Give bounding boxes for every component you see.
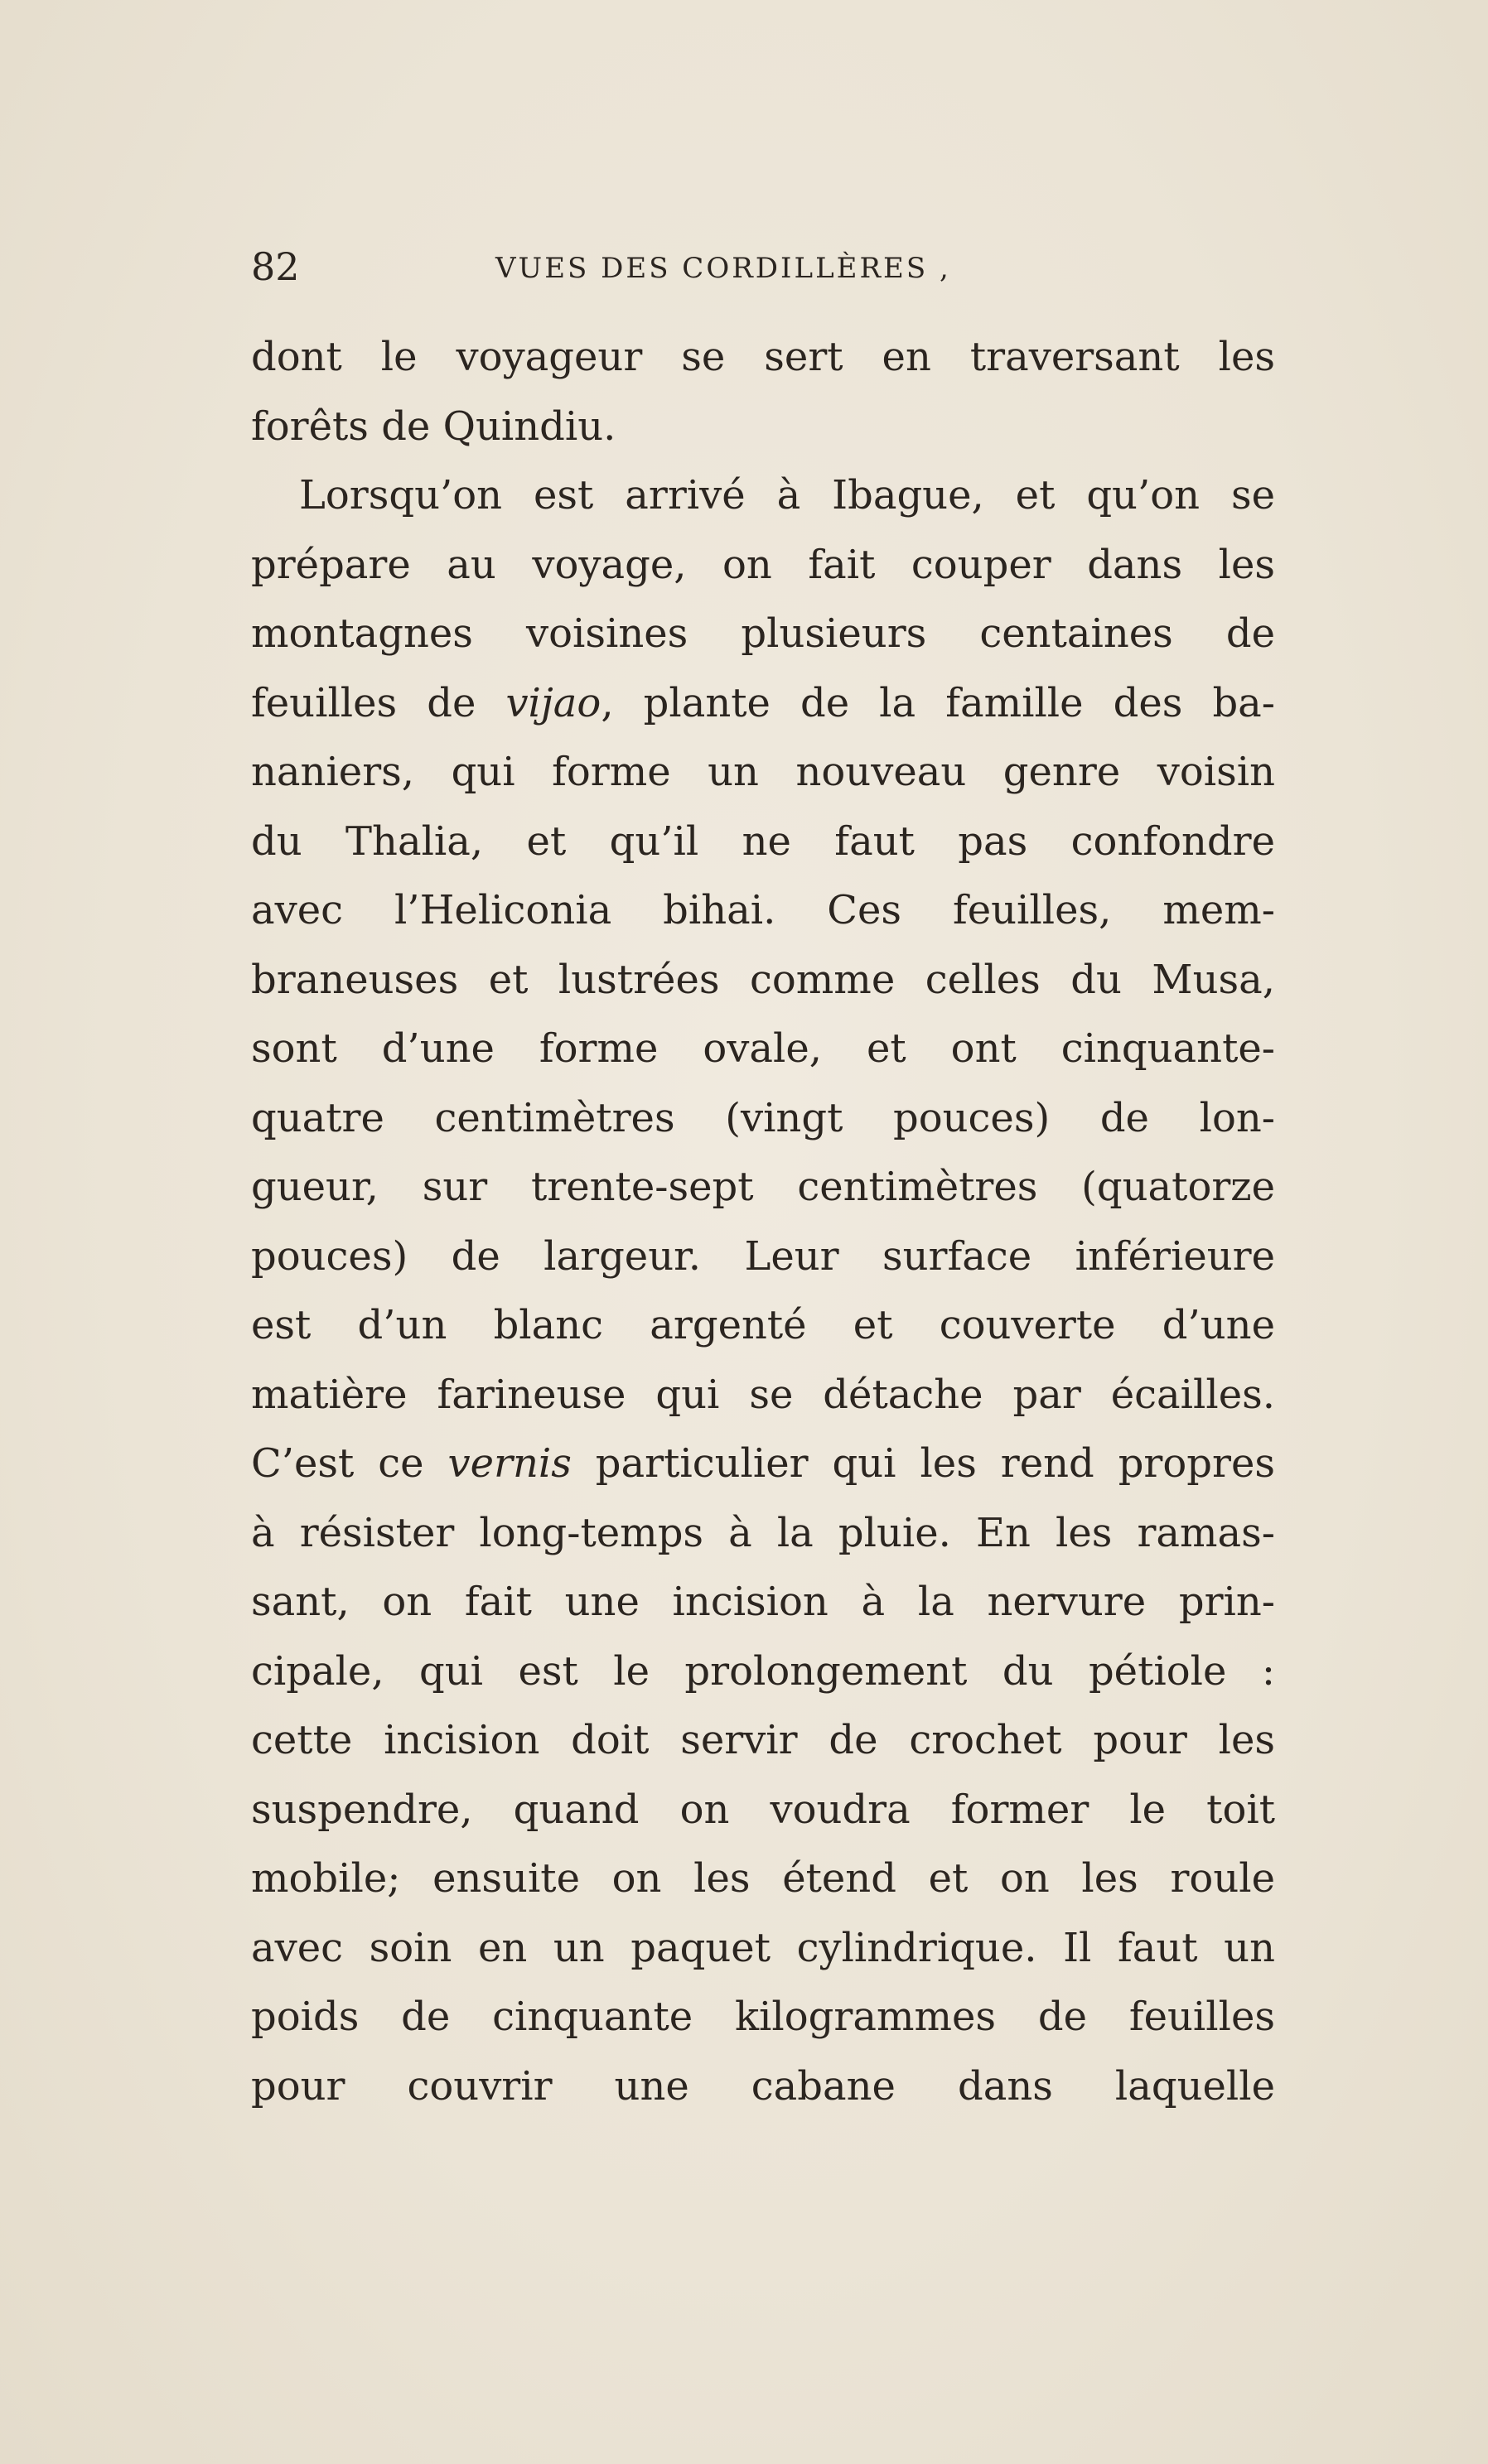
text-line: prépare au voyage, on fait couper dans les xyxy=(251,541,1275,588)
text-line: naniers, qui forme un nouveau genre voisin xyxy=(251,749,1275,795)
text-line: gueur, sur trente-sept centimètres (quatorze xyxy=(251,1164,1275,1210)
text-line: braneuses et lustrées comme celles du Musa, xyxy=(251,956,1275,1003)
text-line: montagnes voisines plusieurs centaines de xyxy=(251,610,1275,657)
text-line: cipale, qui est le prolongement du pétiole : xyxy=(251,1647,1275,1695)
text-line: C’est ce vernis particulier qui les rend propres xyxy=(251,1440,1275,1487)
text-line: suspendre, quand on voudra former le toit xyxy=(251,1786,1275,1833)
text-line: quatre centimètres (vingt pouces) de lon- xyxy=(251,1094,1275,1141)
text-line: est d’un blanc argenté et couverte d’une xyxy=(251,1302,1275,1348)
running-title: VUES DES CORDILLÈRES , xyxy=(495,252,951,285)
text-line: sant, on fait une incision à la nervure prin- xyxy=(251,1579,1275,1625)
page-number: 82 xyxy=(251,244,300,289)
text-line: sont d’une forme ovale, et ont cinquante- xyxy=(251,1025,1275,1072)
text-line: poids de cinquante kilogrammes de feuilles xyxy=(251,1994,1275,2040)
text-line: feuilles de vijao, plante de la famille des ba- xyxy=(251,679,1276,726)
text-line: à résister long-temps à la pluie. En les ramas- xyxy=(251,1509,1275,1556)
text-line: forêts de Quindiu. xyxy=(251,403,616,450)
text-line: du Thalia, et qu’il ne faut pas confondre xyxy=(251,817,1275,865)
text-line: matière farineuse qui se détache par écailles. xyxy=(251,1371,1275,1418)
text-line: mobile; ensuite on les étend et on les roule xyxy=(251,1855,1275,1902)
text-line: pouces) de largeur. Leur surface inférieure xyxy=(251,1232,1275,1280)
text-line: avec soin en un paquet cylindrique. Il faut un xyxy=(251,1924,1275,1971)
page-header xyxy=(251,242,1275,292)
text-line: dont le voyageur se sert en traversant les xyxy=(251,334,1275,380)
text-line: avec l’Heliconia bihai. Ces feuilles, mem- xyxy=(251,887,1275,933)
text-line: pour couvrir une cabane dans laquelle xyxy=(251,2062,1275,2110)
text-line: cette incision doit servir de crochet pour les xyxy=(251,1717,1275,1763)
text-line: Lorsqu’on est arrivé à Ibague, et qu’on se xyxy=(299,472,1275,518)
body-text xyxy=(251,323,1275,2121)
